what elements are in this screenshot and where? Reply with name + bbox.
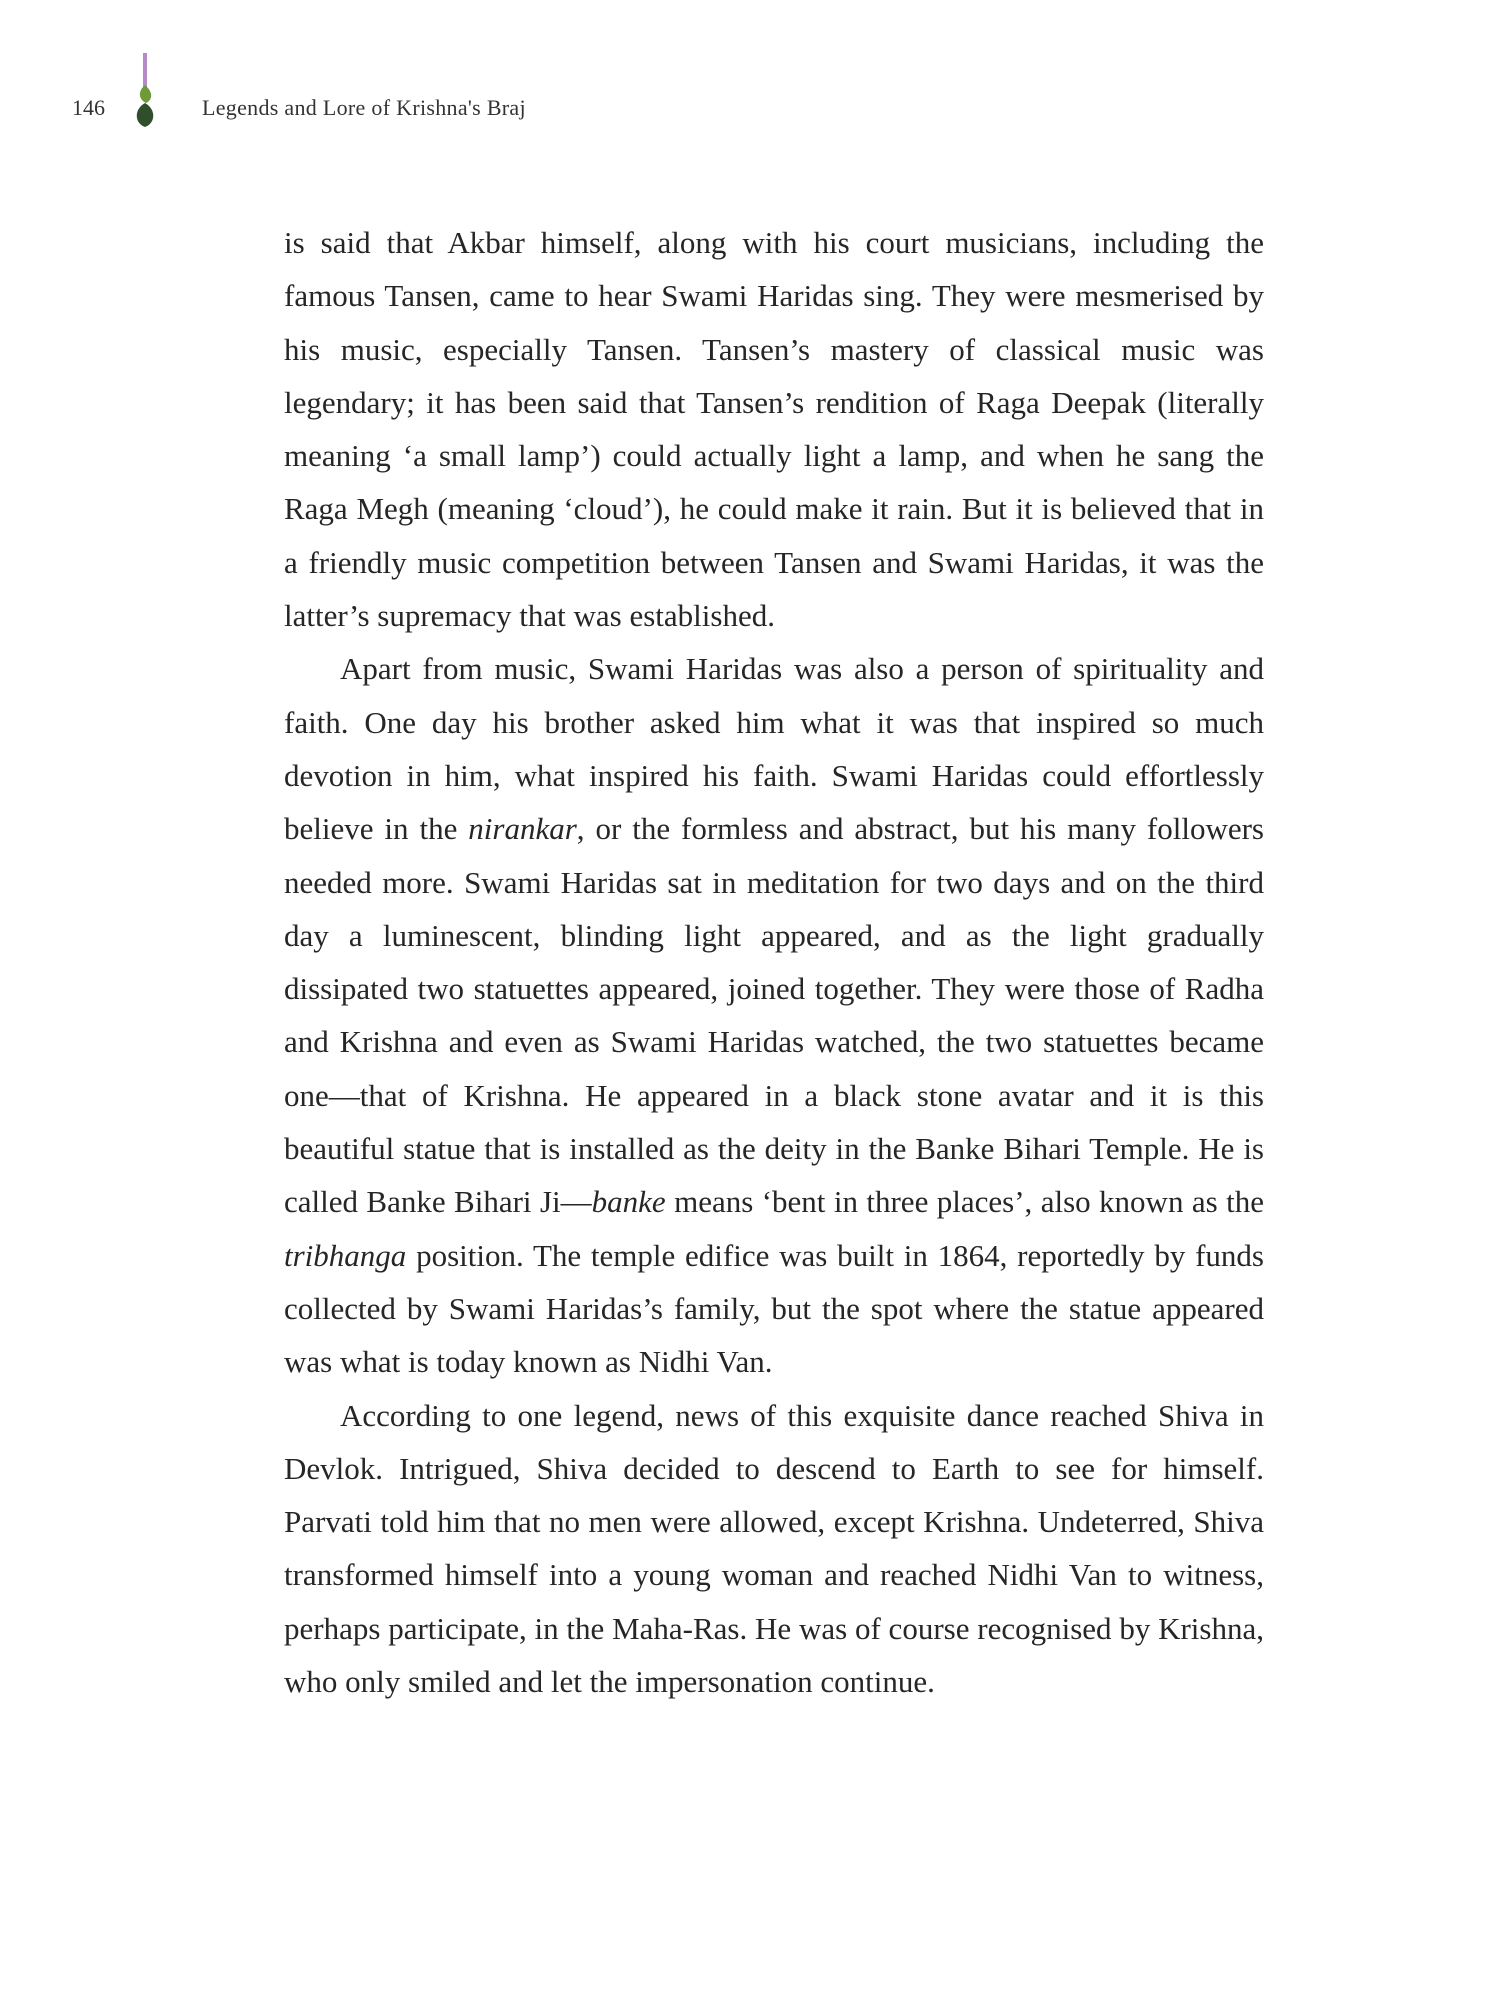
paragraph-1: is said that Akbar himself, along with his court musicians, including the famous Tansen, came to hear Swami Haridas sing. They were mesmerised by his music, especially Tansen. Tansen’s mastery of classical music was legendary; it has been said that Tansen’s rendition of Raga Deepak (literally meaning ‘a small lamp’) could actually light a lamp, and when he sang the Raga Megh (meaning ‘cloud’), he could make it rain. But it is believed that in a friendly music competition between Tansen and Swami Haridas, it was the latter’s supremacy that was established. — [284, 225, 1264, 634]
paragraph-2 — [284, 642, 1264, 1388]
paragraph-2-part-a: Apart from music, Swami Haridas was also a person of spirituality and faith. One day his brother asked him what it was that inspired so much devotion in him, what inspired his faith. Swami Haridas could effortlessly believe in the — [284, 651, 1264, 847]
term-banke: banke — [591, 1184, 666, 1220]
paragraph-3: According to one legend, news of this exquisite dance reached Shiva in Devlok. Intrigued, Shiva decided to descend to Earth to see for himself. Parvati told him that no men were allowed, except Krishna. Undeterred, Shiva transformed himself into a young woman and reached Nidhi Van to witness, perhaps participate, in the Maha-Ras. He was of course recognised by Krishna, who only smiled and let the impersonation continue. — [284, 1397, 1264, 1700]
term-nirankar: nirankar — [468, 811, 577, 847]
paragraph-2-part-b: , or the formless and abstract, but his many followers needed more. Swami Haridas sat in meditation for two days and on the third day a luminescent, blinding light appeared, and as the light gradually dissipated two statuettes appeared, joined together. They were those of Radha and Krishna and even as Swami Haridas watched, the two statuettes became one—that of Krishna. He appeared in a black stone avatar and it is this beautiful statue that is installed as the deity in the Banke Bihari Temple. He is called Banke Bihari Ji— — [284, 811, 1264, 1220]
running-title: Legends and Lore of Krishna's Braj — [202, 95, 526, 120]
ornament-icon — [130, 53, 160, 133]
paragraph-2-part-d: position. The temple edifice was built in 1864, reportedly by funds collected by Swami Haridas’s family, but the spot where the statue appeared was what is today known as Nidhi Van. — [284, 1237, 1264, 1380]
paragraph-2-part-c: means ‘bent in three places’, also known as the — [665, 1184, 1264, 1220]
body-text — [284, 216, 1264, 1708]
page-number: 146 — [72, 95, 105, 120]
running-head — [72, 88, 526, 128]
term-tribhanga: tribhanga — [284, 1237, 407, 1273]
